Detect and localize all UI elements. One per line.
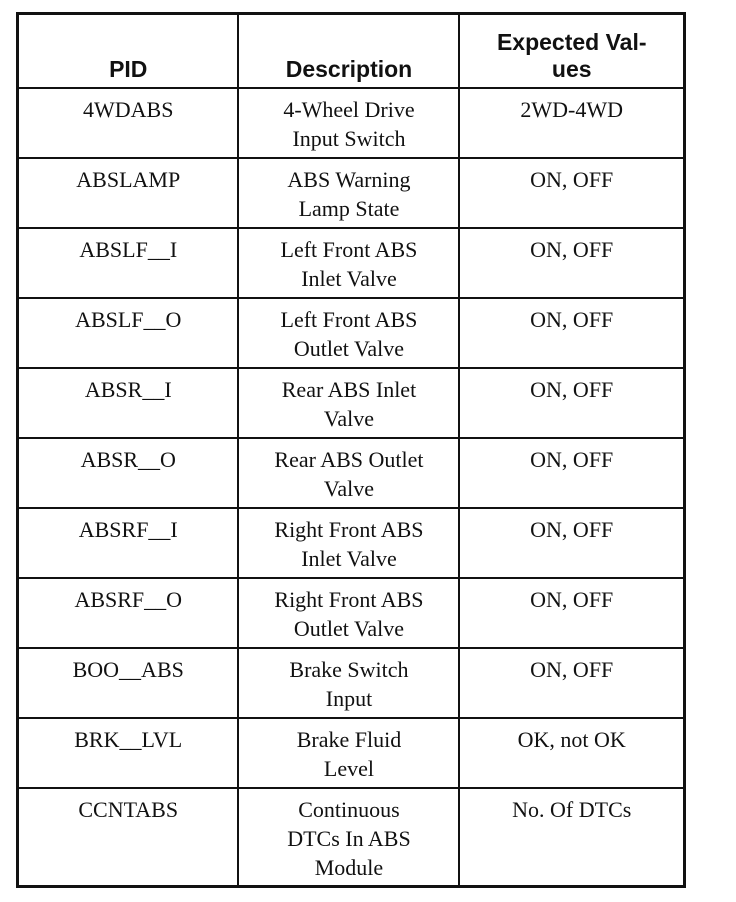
description-line: Brake Fluid bbox=[296, 727, 402, 752]
description-line: Lamp State bbox=[298, 196, 400, 221]
table-row bbox=[18, 648, 685, 718]
description-line: Left Front ABS bbox=[280, 307, 418, 332]
table-row bbox=[18, 718, 685, 788]
pid-cell: ABSR__O bbox=[18, 438, 239, 508]
expected-values-cell: 2WD-4WD bbox=[459, 88, 684, 158]
expected-values-cell: ON, OFF bbox=[459, 508, 684, 578]
header-expected-values: Expected Val- ues bbox=[459, 14, 684, 89]
description-line: Rear ABS Outlet bbox=[274, 447, 424, 472]
description-line: ABS Warning bbox=[287, 167, 411, 192]
description-line: Right Front ABS bbox=[274, 587, 424, 612]
description-cell bbox=[238, 88, 459, 158]
description-cell bbox=[238, 508, 459, 578]
pid-cell: BOO__ABS bbox=[18, 648, 239, 718]
table-row bbox=[18, 578, 685, 648]
description-cell bbox=[238, 228, 459, 298]
description-line: DTCs In ABS bbox=[287, 826, 411, 851]
description-line: Input bbox=[325, 686, 373, 711]
description-line: 4-Wheel Drive bbox=[283, 97, 415, 122]
description-line: Inlet Valve bbox=[301, 266, 397, 291]
pid-cell: ABSLF__I bbox=[18, 228, 239, 298]
table-row bbox=[18, 88, 685, 158]
description-line: Input Switch bbox=[292, 126, 406, 151]
pid-table bbox=[16, 12, 686, 888]
description-line: Brake Switch bbox=[289, 657, 409, 682]
header-row bbox=[18, 14, 685, 89]
expected-values-cell: ON, OFF bbox=[459, 228, 684, 298]
pid-cell: BRK__LVL bbox=[18, 718, 239, 788]
description-line: Valve bbox=[323, 476, 375, 501]
description-line: Level bbox=[323, 756, 375, 781]
description-line: Outlet Valve bbox=[293, 336, 405, 361]
description-cell bbox=[238, 158, 459, 228]
description-line: Right Front ABS bbox=[274, 517, 424, 542]
expected-values-cell: No. Of DTCs bbox=[459, 788, 684, 887]
expected-values-cell: ON, OFF bbox=[459, 298, 684, 368]
table-row bbox=[18, 228, 685, 298]
expected-values-cell: ON, OFF bbox=[459, 158, 684, 228]
pid-cell: ABSRF__O bbox=[18, 578, 239, 648]
table-row bbox=[18, 788, 685, 887]
table-row bbox=[18, 298, 685, 368]
expected-values-cell: ON, OFF bbox=[459, 438, 684, 508]
table-row bbox=[18, 158, 685, 228]
pid-cell: ABSLF__O bbox=[18, 298, 239, 368]
pid-cell: 4WDABS bbox=[18, 88, 239, 158]
pid-cell: ABSLAMP bbox=[18, 158, 239, 228]
expected-values-cell: ON, OFF bbox=[459, 578, 684, 648]
expected-values-cell: ON, OFF bbox=[459, 368, 684, 438]
header-pid: PID bbox=[18, 14, 239, 89]
description-cell bbox=[238, 648, 459, 718]
description-cell bbox=[238, 368, 459, 438]
header-description: Description bbox=[238, 14, 459, 89]
expected-values-cell: ON, OFF bbox=[459, 648, 684, 718]
table-row bbox=[18, 438, 685, 508]
description-cell bbox=[238, 718, 459, 788]
description-line: Module bbox=[314, 855, 384, 880]
table-row bbox=[18, 508, 685, 578]
description-line: Continuous bbox=[298, 797, 400, 822]
description-cell bbox=[238, 438, 459, 508]
pid-cell: ABSRF__I bbox=[18, 508, 239, 578]
description-line: Valve bbox=[323, 406, 375, 431]
description-cell bbox=[238, 298, 459, 368]
table-body bbox=[18, 88, 685, 887]
description-line: Outlet Valve bbox=[293, 616, 405, 641]
description-line: Left Front ABS bbox=[280, 237, 418, 262]
pid-cell: CCNTABS bbox=[18, 788, 239, 887]
pid-cell: ABSR__I bbox=[18, 368, 239, 438]
description-line: Rear ABS Inlet bbox=[281, 377, 417, 402]
table-row bbox=[18, 368, 685, 438]
description-cell bbox=[238, 578, 459, 648]
description-cell bbox=[238, 788, 459, 887]
expected-values-cell: OK, not OK bbox=[459, 718, 684, 788]
description-line: Inlet Valve bbox=[301, 546, 397, 571]
